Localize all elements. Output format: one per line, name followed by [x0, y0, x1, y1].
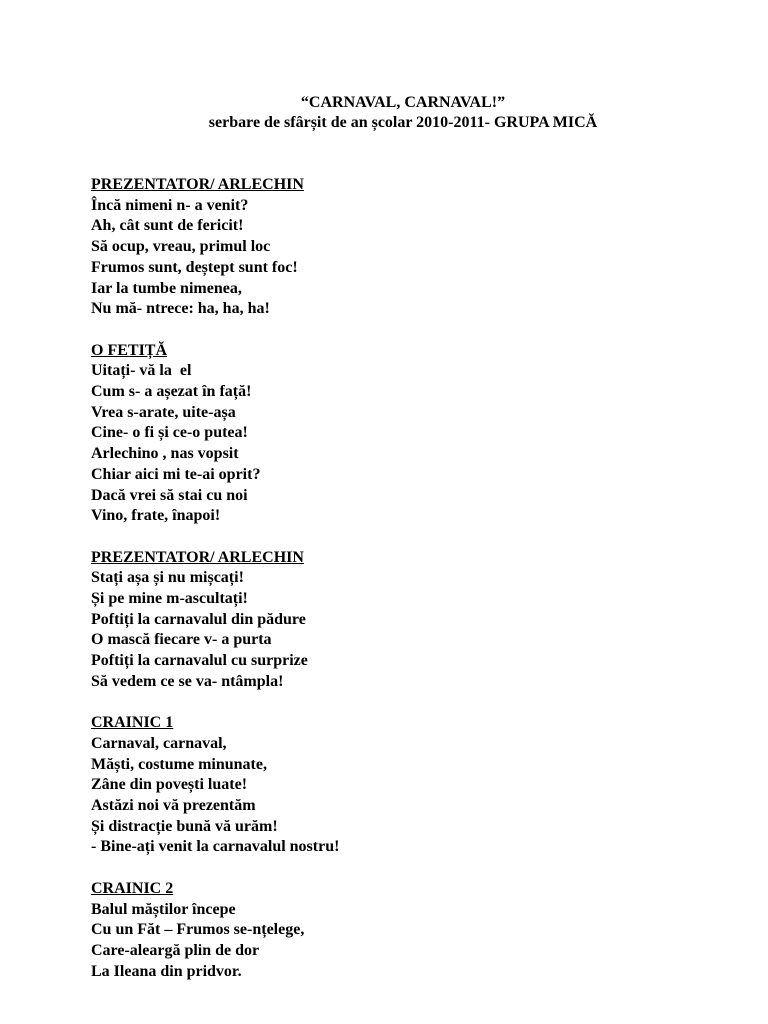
verse-line: Poftiți la carnavalul cu surprize [91, 652, 308, 670]
verse-line: Și distracție bună vă urăm! [91, 817, 278, 835]
verse-line: Stați așa și nu mișcați! [91, 569, 244, 587]
verse-line: Poftiți la carnavalul din pădure [91, 610, 306, 628]
verse-line: Dacă vrei să stai cu noi [91, 486, 248, 504]
speaker-name: CRAINIC 2 [91, 879, 174, 897]
verse-line: Măști, costume minunate, [91, 755, 267, 773]
document-subtitle: serbare de sfârșit de an școlar 2010-2011- GRUPA MICĂ [208, 114, 598, 131]
verse-line: Arlechino , nas vopsit [91, 445, 239, 463]
verse-line: Vrea s-arate, uite-așa [91, 403, 236, 421]
script-section [91, 341, 731, 527]
verse-line: Să ocup, vreau, primul loc [91, 238, 271, 256]
verse-line: Carnaval, carnaval, [91, 734, 227, 752]
speaker-name: O FETIȚĂ [91, 341, 168, 359]
verse-line: Să vedem ce se va- ntâmpla! [91, 672, 284, 690]
verse-line: Cum s- a așezat în față! [91, 383, 252, 401]
verse-line: - Bine-ați venit la carnavalul nostru! [91, 838, 340, 856]
script-section [91, 175, 731, 320]
script-section [91, 879, 731, 983]
verse-line: Zâne din povești luate! [91, 776, 248, 794]
script-section [91, 713, 731, 858]
verse-line: Nu mă- ntrece: ha, ha, ha! [91, 300, 270, 318]
speaker-name: PREZENTATOR/ ARLECHIN [91, 548, 304, 566]
script-content [91, 175, 731, 1003]
verse-line: Balul măștilor începe [91, 900, 236, 918]
speaker-name: PREZENTATOR/ ARLECHIN [91, 176, 304, 193]
verse-line: Uitați- vă la el [91, 362, 192, 380]
verse-line: O mască fiecare v- a purta [91, 631, 272, 649]
verse-line: Astăzi noi vă prezentăm [91, 797, 256, 815]
verse-line: Vino, frate, înapoi! [91, 507, 221, 525]
verse-line: Care-aleargă plin de dor [91, 941, 260, 959]
verse-line: Și pe mine m-ascultați! [91, 590, 248, 608]
verse-line: Cu un Făt – Frumos se-nțelege, [91, 921, 305, 939]
speaker-name: CRAINIC 1 [91, 714, 174, 732]
verse-line: Iar la tumbe nimenea, [91, 279, 242, 297]
verse-line: Ah, cât sunt de fericit! [91, 217, 244, 235]
verse-line: Chiar aici mi te-ai oprit? [91, 465, 261, 483]
verse-line: La Ileana din pridvor. [91, 962, 242, 980]
verse-line: Frumos sunt, deștept sunt foc! [91, 258, 298, 276]
script-section [91, 548, 731, 693]
verse-line: Cine- o fi și ce-o putea! [91, 424, 248, 442]
verse-line: Încă nimeni n- a venit? [91, 196, 249, 214]
title-block [0, 93, 768, 133]
document-title: “CARNAVAL, CARNAVAL!” [300, 94, 506, 111]
